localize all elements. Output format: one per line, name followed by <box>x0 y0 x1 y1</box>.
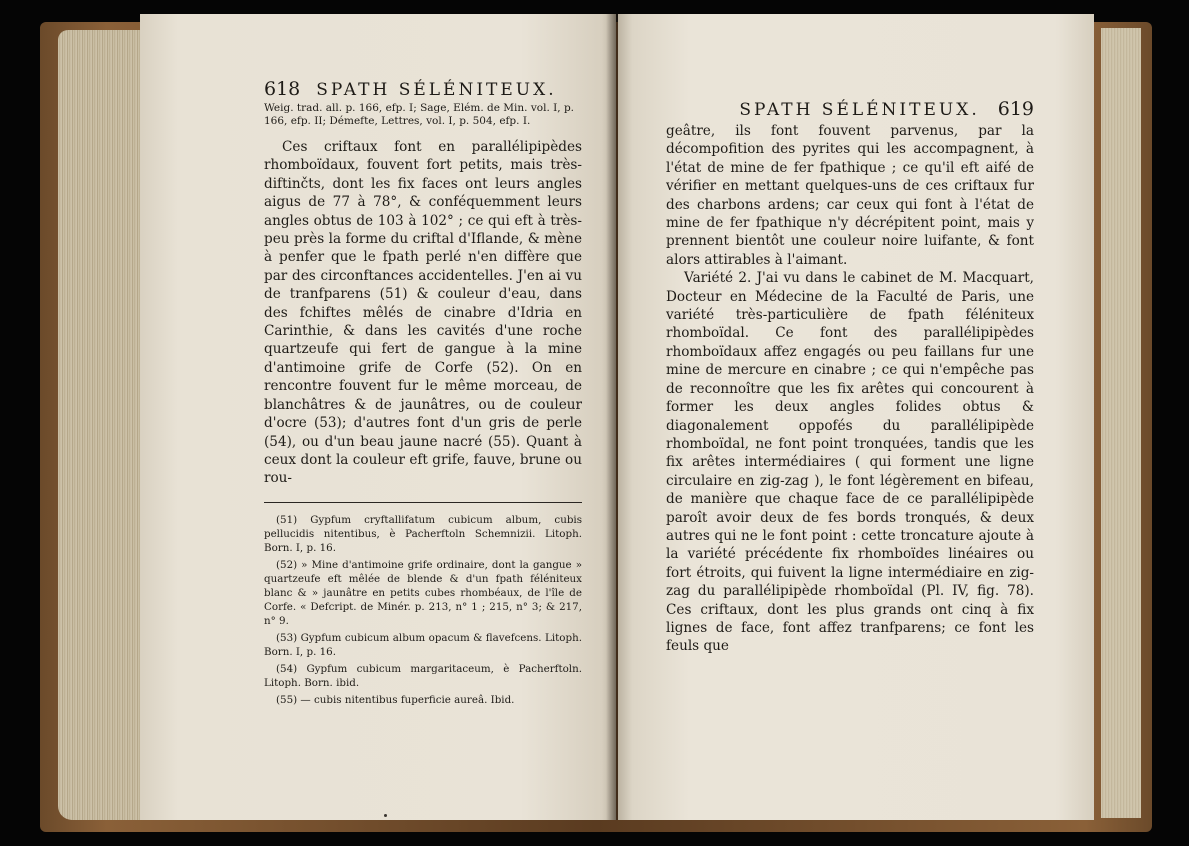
right-running-head <box>666 98 1034 120</box>
left-body <box>264 138 582 488</box>
footnote: (52) » Mine d'antimoine grife ordinaire, dont la gangue » quartzeufe eft mêlée de blende & d'un fpath féléniteux blanc & » jaunâtre en petits cubes rhombéaux, de l'île de Corfe. « Defcript. de Minér. p. 213, n° 1 ; 215, n° 3; & 217, n° 9. <box>264 558 582 627</box>
right-page-number: 619 <box>997 98 1034 120</box>
left-head-title: SPATH SÉLÉNITEUX. <box>316 80 557 100</box>
footnote: (53) Gypfum cubicum album opacum & flavefcens. Litoph. Born. I, p. 16. <box>264 631 582 658</box>
footnote: (51) Gypfum cryftallifatum cubicum album, cubis pellucidis nitentibus, è Pacherftoln Schemnizii. Litoph. Born. I, p. 16. <box>264 513 582 554</box>
footnote-rule <box>264 502 582 503</box>
page-edges-left <box>58 30 150 820</box>
right-body <box>666 122 1034 656</box>
right-paragraph-1: geâtre, ils font fouvent parvenus, par la décompofition des pyrites qui les accompagnent, à l'état de mine de fer fpathique ; ce qu'il eft aifé de vérifier en mettant quelques-uns de ces criftaux fur des charbons ardens; car ceux qui font à l'état de mine de fer fpathique n'y décrépitent point, mais y prennent bientôt une couleur noire luifante, & font alors attirables à l'aimant. <box>666 123 1034 268</box>
ink-speck <box>384 814 387 817</box>
left-page-number: 618 <box>264 78 301 100</box>
footnote: (54) Gypfum cubicum margaritaceum, è Pacherftoln. Litoph. Born. ibid. <box>264 662 582 689</box>
left-body-paragraph: Ces criftaux font en parallélipipèdes rhomboïdaux, fouvent fort petits, mais très-diftinčts, dont les fix faces ont leurs angles aigus de 77 à 78°, & conféquemment leurs angles obtus de 103 à 102° ; ce qui eft à très-peu près la forme du criftal d'Iflande, & mène à penfer que le fpath perlé n'en diffère que par des circonftances accidentelles. J'en ai vu de tranfparens (51) & couleur d'eau, dans des fchiftes mêlés de cinabre d'Idria en Carinthie, & dans les cavités d'une roche quartzeufe qui fert de gangue à la mine d'antimoine grife de Corfe (52). On en rencontre fouvent fur le même morceau, de blanchâtres & de jaunâtres, ou de couleur d'ocre (53); d'autres font d'un gris de perle (54), ou d'un beau jaune nacré (55). Quant à ceux dont la couleur eft grife, fauve, brune ou rou- <box>264 139 582 487</box>
right-paragraph-2: Variété 2. J'ai vu dans le cabinet de M. Macquart, Docteur en Médecine de la Faculté de Paris, une variété très-particulière de fpath féléniteux rhomboïdal. Ce font des parallélipipèdes rhomboïdaux affez engagés ou peu faillans fur une mine de mercure en cinabre ; ce qui n'empêche pas de reconnoître que les fix arêtes qui concourent à former les deux angles folides obtus & diagonalement oppofés du parallélipipède rhomboïdal, ne font point tronquées, tandis que les fix arêtes intermédiaires ( qui forment une ligne circulaire en zig-zag ), le font légèrement en bifeau, de manière que chaque face de ce parallélipipède paroît avoir deux de fes bords tronqués, & deux autres qui ne le font point : cette troncature ajoute à la variété précédente fix rhomboïdes linéaires ou fort étroits, qui fuivent la ligne intermédiaire en zig-zag du parallélipipède rhomboïdal (Pl. IV, fig. 78). Ces criftaux, dont les plus grands ont cinq à fix lignes de face, font affez tranfparens; ce font les feuls que <box>666 270 1034 655</box>
left-page <box>140 14 616 820</box>
right-page <box>618 14 1094 820</box>
right-head-title: SPATH SÉLÉNITEUX. <box>739 100 980 120</box>
page-edges-right <box>1101 28 1141 818</box>
left-references: Weig. trad. all. p. 166, efp. I; Sage, Elém. de Min. vol. I, p. 166, efp. II; Démefte, Lettres, vol. I, p. 504, efp. I. <box>264 102 575 127</box>
footnote: (55) — cubis nitentibus fuperficie aureâ. Ibid. <box>276 693 515 706</box>
left-footnotes <box>264 513 582 707</box>
left-running-head <box>264 78 582 100</box>
